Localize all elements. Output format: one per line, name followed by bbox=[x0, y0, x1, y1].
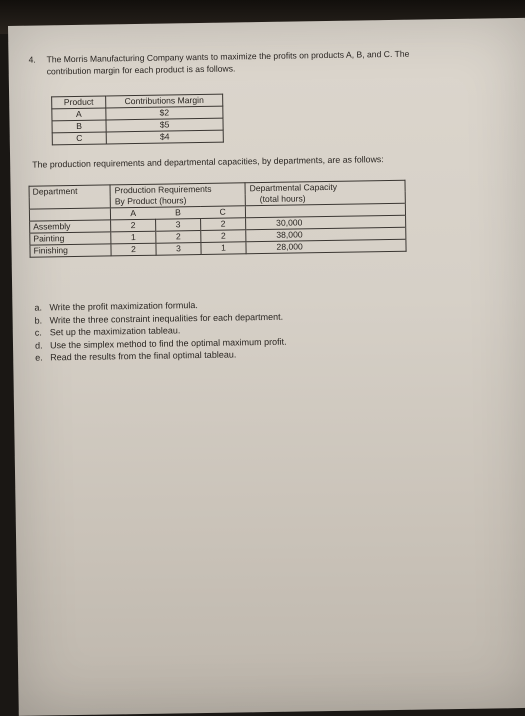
capacity-value: 30,000 bbox=[246, 215, 406, 230]
hours-a: 2 bbox=[111, 243, 156, 256]
hours-c: 2 bbox=[201, 218, 246, 231]
hours-c: 1 bbox=[201, 242, 246, 255]
department-name: Assembly bbox=[30, 220, 111, 233]
header-product-b: B bbox=[155, 207, 200, 220]
list-item: a. Write the profit maximization formula. bbox=[34, 300, 198, 313]
hours-a: 2 bbox=[111, 219, 156, 232]
header-department: Department bbox=[29, 185, 110, 198]
capacity-value: 28,000 bbox=[246, 239, 406, 254]
hours-b: 3 bbox=[156, 242, 201, 255]
header-total-hours: (total hours) bbox=[245, 192, 405, 206]
question-header bbox=[28, 46, 508, 78]
margin-cell: $5 bbox=[106, 118, 223, 132]
question-text-line-1: The Morris Manufacturing Company wants to maximize the profits on products A, B, and C. The bbox=[46, 48, 410, 65]
product-cell: B bbox=[52, 120, 106, 133]
header-product: Product bbox=[52, 96, 106, 109]
hours-b: 2 bbox=[156, 230, 201, 243]
header-departmental-capacity: Departmental Capacity bbox=[245, 180, 405, 194]
header-product-a: A bbox=[110, 207, 155, 220]
question-text-line-2: contribution margin for each product is as follows. bbox=[46, 63, 236, 77]
capacity-value: 38,000 bbox=[246, 227, 406, 242]
department-name: Painting bbox=[30, 232, 111, 245]
header-product-c: C bbox=[200, 206, 245, 219]
contribution-margin-table bbox=[51, 94, 224, 146]
table-row bbox=[52, 130, 223, 145]
product-cell: C bbox=[52, 132, 106, 145]
header-contribution-margin: Contributions Margin bbox=[106, 94, 223, 108]
paper-sheet bbox=[8, 18, 525, 716]
hours-a: 1 bbox=[111, 231, 156, 244]
header-production-requirements: Production Requirements bbox=[110, 183, 245, 197]
list-item: c. Set up the maximization tableau. bbox=[34, 325, 181, 338]
header-by-product: By Product (hours) bbox=[110, 194, 245, 208]
margin-cell: $4 bbox=[106, 130, 223, 144]
department-name: Finishing bbox=[30, 244, 111, 257]
list-item: b. Write the three constraint inequalities for each department. bbox=[34, 311, 284, 326]
list-item: e. Read the results from the final optimal tableau. bbox=[35, 349, 237, 363]
department-requirements-table bbox=[29, 180, 407, 258]
question-parts-list bbox=[34, 298, 287, 364]
requirements-intro: The production requirements and departmental capacities, by departments, are as follows: bbox=[32, 154, 384, 170]
margin-cell: $2 bbox=[106, 106, 223, 120]
list-item: d. Use the simplex method to find the optimal maximum profit. bbox=[34, 336, 287, 351]
hours-c: 2 bbox=[201, 230, 246, 243]
product-cell: A bbox=[52, 108, 106, 121]
question-number: 4. bbox=[28, 54, 36, 65]
hours-b: 3 bbox=[156, 218, 201, 231]
